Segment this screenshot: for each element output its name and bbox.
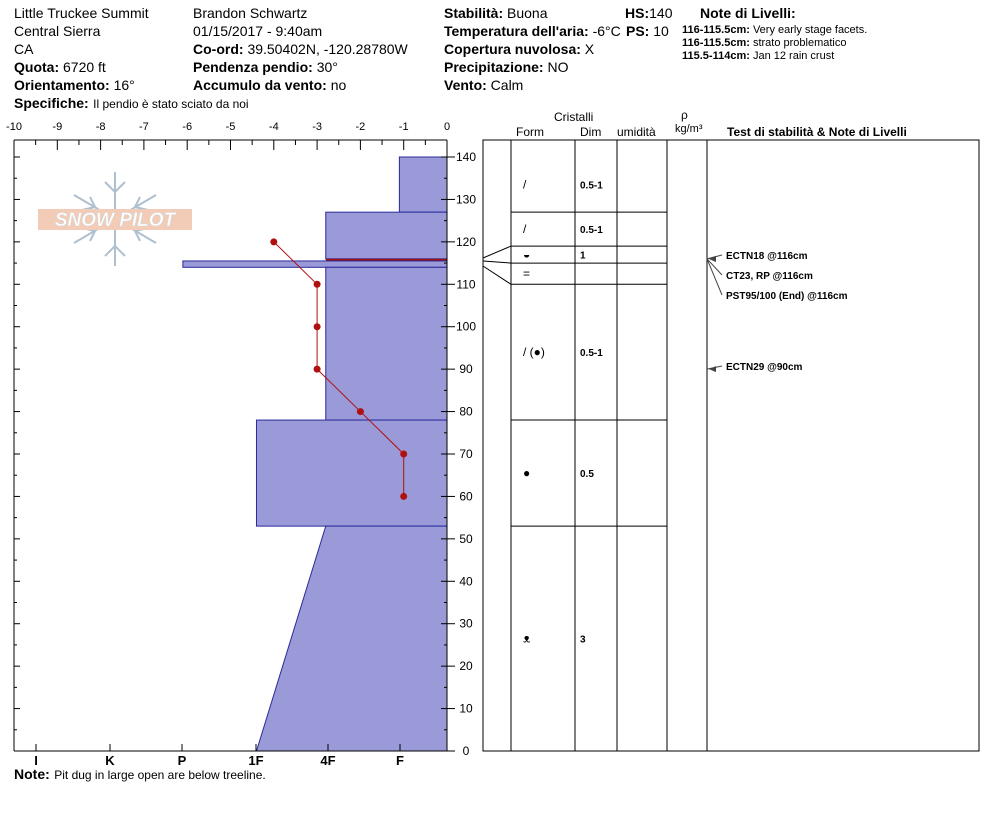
temp-tick-label: 0 (443, 121, 451, 133)
test-arrowhead (709, 256, 716, 262)
hardness-tick-label: I (34, 753, 38, 768)
accumulo-value: no (330, 77, 347, 93)
hardness-tick-label: 4F (320, 753, 336, 768)
copertura-label: Copertura nuvolosa: (444, 41, 581, 57)
layer-form: ᴥ (523, 631, 531, 646)
layer-dim: 0.5 (580, 469, 594, 481)
test-pointer (707, 259, 722, 275)
cristalli-header: Cristalli (554, 110, 594, 124)
test-pointer (707, 259, 722, 295)
precip-value: NO (547, 59, 569, 75)
height-tick-label: 120 (455, 234, 477, 249)
logo-text: SNOW PILOT (54, 210, 176, 231)
layer-form: = (523, 266, 531, 281)
height-tick-label: 20 (459, 659, 473, 674)
layer-form: / (523, 177, 527, 192)
temperature-point (314, 323, 321, 330)
height-tick-label: 140 (455, 150, 477, 164)
hardness-layer-bar (256, 526, 447, 751)
layer-note-text: strato problematico (752, 37, 847, 49)
hardness-tick-label: P (177, 753, 187, 768)
layer-note-range: 115.5-114cm: (682, 50, 750, 62)
hardness-tick-label: F (396, 753, 404, 768)
height-tick-label: 90 (459, 362, 473, 377)
temperature-point (400, 451, 407, 458)
stabilita-label: Stabilità: (444, 5, 504, 21)
temp-tick-label: -5 (225, 121, 236, 133)
specifiche-label: Specifiche: (14, 95, 89, 111)
height-tick-label: 130 (455, 192, 477, 207)
temp-tick-label: -6 (182, 121, 193, 133)
height-tick-label: 0 (462, 744, 470, 758)
temperature-point (357, 408, 364, 415)
hardness-layer-bar (256, 420, 447, 526)
note-label: Note: (14, 766, 50, 782)
hs-label: HS: (625, 5, 650, 21)
layer-form: ● (523, 466, 531, 481)
accumulo-label: Accumulo da vento: (193, 77, 327, 93)
layer-dim: 3 (580, 634, 586, 646)
density-unit-header: kg/m³ (675, 123, 703, 135)
dim-header: Dim (580, 125, 602, 139)
layer-notes-title: Note di Livelli: (700, 5, 796, 21)
height-tick-label: 30 (459, 616, 473, 631)
height-tick-label: 50 (459, 531, 473, 546)
height-tick-label: 100 (455, 319, 477, 334)
hardness-layer-bar (399, 157, 447, 212)
layer-note-text: Very early stage facets. (752, 24, 868, 36)
location-state: CA (14, 41, 34, 57)
layer-dim: 0.5-1 (580, 225, 603, 237)
hardness-layer-bar (326, 212, 447, 259)
tests-header: Test di stabilità & Note di Livelli (727, 125, 907, 139)
temp-tick-label: -7 (139, 121, 149, 133)
temp-label: Temperatura dell'aria: (444, 23, 589, 39)
pendenza-value: 30° (316, 59, 338, 75)
layer-connector (483, 266, 511, 284)
layer-note-range: 116-115.5cm: (682, 37, 750, 49)
layer-form: ◒ (523, 247, 531, 262)
temperature-point (400, 493, 407, 500)
location-name: Little Truckee Summit (14, 5, 149, 21)
stability-test-label: ECTN18 @116cm (726, 251, 808, 262)
temperature-point (314, 366, 321, 373)
layer-note-range: 116-115.5cm: (682, 24, 750, 36)
temp-tick-label: -9 (52, 121, 63, 133)
observation-datetime: 01/15/2017 - 9:40am (193, 23, 323, 39)
stability-test-label: ECTN29 @90cm (726, 362, 803, 373)
stabilita-value: Buona (507, 5, 548, 21)
height-tick-label: 60 (459, 489, 473, 504)
precip-label: Precipitazione: (444, 59, 544, 75)
temp-tick-label: -8 (95, 121, 106, 133)
ps-value: 10 (653, 23, 669, 39)
height-tick-label: 70 (459, 447, 473, 461)
vento-label: Vento: (444, 77, 487, 93)
layer-connector (483, 246, 511, 258)
hardness-tick-label: K (105, 753, 115, 768)
hardness-tick-label: 1F (248, 753, 264, 768)
hs-value: 140 (649, 5, 673, 21)
layer-note-text: Jan 12 rain crust (752, 50, 835, 62)
specifiche-value: Il pendio è stato sciato da noi (93, 97, 249, 111)
test-arrowhead (709, 366, 716, 372)
orient-label: Orientamento: (14, 77, 110, 93)
quota-value: 6720 ft (63, 59, 106, 75)
temperature-point (270, 238, 277, 245)
height-tick-label: 40 (459, 574, 473, 589)
height-tick-label: 80 (459, 404, 473, 419)
vento-value: Calm (490, 77, 524, 93)
note-text: Pit dug in large open are below treeline. (54, 768, 266, 782)
layer-connector (483, 261, 511, 263)
layer-form: / (●) (523, 345, 545, 360)
observer-name: Brandon Schwartz (193, 5, 308, 21)
temp-tick-label: -10 (6, 121, 22, 133)
coord-label: Co-ord: (193, 41, 244, 57)
hardness-profile (183, 157, 447, 751)
stability-tests (707, 251, 848, 373)
umidita-header: umidità (617, 125, 656, 139)
copertura-value: X (584, 41, 595, 57)
hardness-layer-bar (183, 261, 447, 267)
location-region: Central Sierra (14, 23, 101, 39)
layer-table-frame (483, 140, 979, 751)
form-header: Form (516, 125, 544, 139)
quota-label: Quota: (14, 59, 60, 75)
layer-form: / (523, 222, 527, 237)
temp-tick-label: -3 (312, 121, 322, 133)
temp-tick-label: -2 (355, 121, 366, 133)
snowpilot-logo (38, 172, 192, 266)
height-tick-label: 10 (459, 701, 473, 716)
temp-value: -6°C (592, 23, 621, 39)
ps-label: PS: (626, 23, 650, 39)
temperature-point (314, 281, 321, 288)
coord-value: 39.50402N, -120.28780W (247, 41, 408, 57)
layer-dim: 0.5-1 (580, 180, 603, 192)
height-tick-label: 110 (456, 277, 476, 292)
stability-test-label: CT23, RP @116cm (726, 271, 813, 282)
temp-tick-label: -4 (268, 121, 279, 133)
orient-value: 16° (113, 77, 135, 93)
layer-dim: 1 (580, 250, 586, 262)
rho-header: ρ (681, 108, 688, 122)
hardness-layer-bar (326, 267, 447, 420)
temp-tick-label: -1 (398, 121, 409, 133)
stability-test-label: PST95/100 (End) @116cm (726, 291, 848, 302)
layer-dim: 0.5-1 (580, 348, 603, 360)
pendenza-label: Pendenza pendio: (193, 59, 313, 75)
